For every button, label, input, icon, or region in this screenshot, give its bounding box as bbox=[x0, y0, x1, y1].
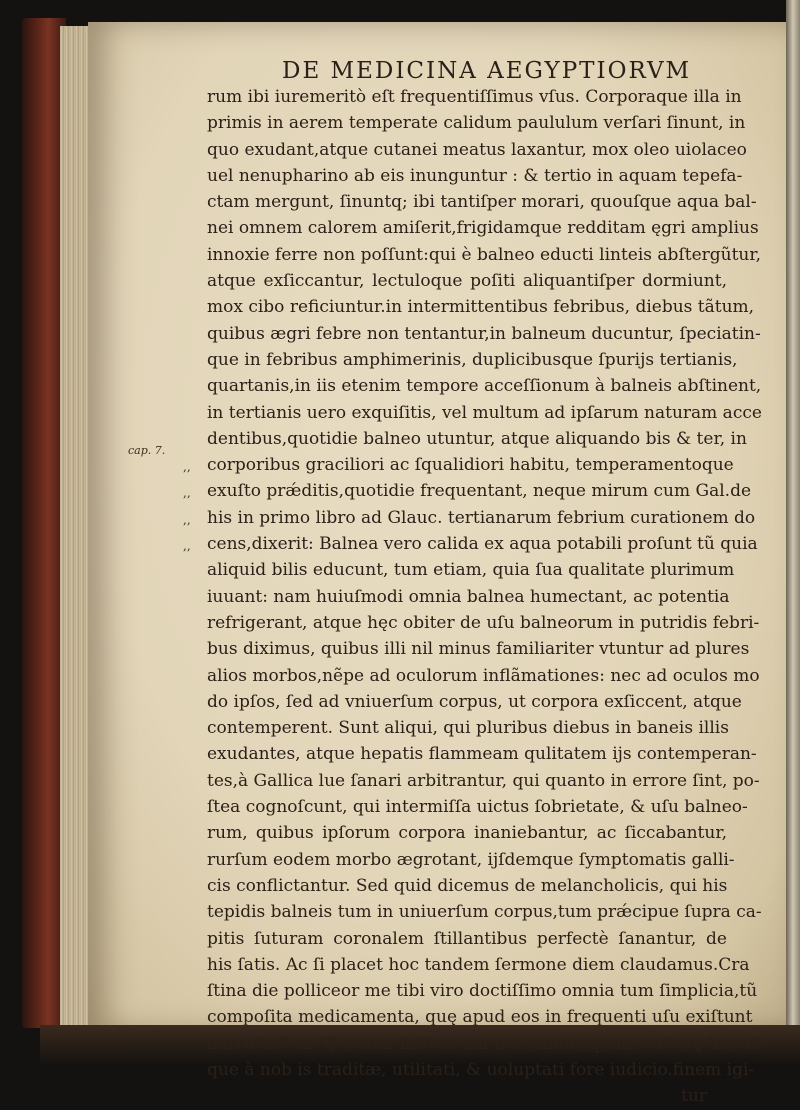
body-text bbox=[207, 84, 763, 1110]
quote-mark: ,, bbox=[183, 538, 191, 553]
text-line: primis in aerem temperate calidum paululum verſari ſinunt, in bbox=[207, 113, 746, 134]
marginal-note: cap. 7. bbox=[128, 444, 166, 457]
quotation-marks bbox=[183, 454, 191, 559]
text-line: alios morbos,nẽpe ad oculorum inflãmationes: nec ad oculos mo bbox=[207, 665, 760, 686]
text-line: refrigerant, atque hęc obiter de uſu balneorum in putridis febri- bbox=[207, 612, 760, 633]
text-line: tepidis balneis tum in uniuerſum corpus,tum prǽcipue ſupra ca- bbox=[207, 902, 762, 923]
text-line: pitis ſuturam coronalem ſtillantibus perfectè ſanantur, de bbox=[207, 928, 727, 949]
text-line: his in primo libro ad Glauc. tertianarum febrium curationem do bbox=[207, 507, 756, 528]
text-line: cens,dixerit: Balnea vero calida ex aqua potabili proſunt tũ quia bbox=[207, 534, 758, 555]
text-line: rum ibi iuremeritò eſt frequentiſſimus vſus. Corporaque illa in bbox=[207, 87, 742, 107]
text-line: quartanis,in iis etenim tempore acceſſionum à balneis abſtinent, bbox=[207, 376, 762, 397]
quote-mark: ,, bbox=[183, 512, 191, 527]
text-line: aliquid bilis educunt, tum etiam, quia ſua qualitate plurimum bbox=[207, 560, 735, 581]
text-line: mox cibo reficiuntur.in intermittentibus febribus, diebus tãtum, bbox=[207, 297, 755, 318]
text-line: rum, quibus ipſorum corpora inaniebantur, ac ſiccabantur, bbox=[207, 823, 727, 844]
text-line: ſtina die polliceor me tibi viro doctiſſimo omnia tum ſimplicia,tũ bbox=[207, 981, 758, 1002]
text-line: quo exudant,atque cutanei meatus laxantur, mox oleo uiolaceo bbox=[207, 139, 747, 160]
text-line: que à nob is traditæ, utilitati, & uoluptati fore iudicio.finem igi- bbox=[207, 1059, 755, 1080]
text-line: nei omnem calorem amiſerit,frigidamque redditam ęgri amplius bbox=[207, 218, 759, 239]
text-line: innoxie ferre non poſſunt:qui è balneo educti linteis abſtergũtur, bbox=[207, 244, 762, 265]
text-line: narraturũ m. Quorum hiſtoricam non minus,quàm cæterę hucuſ- bbox=[207, 1033, 763, 1054]
text-line: corporibus graciliori ac ſqualidiori habitu, temperamentoque bbox=[207, 455, 734, 476]
text-line: uel nenupharino ab eis inunguntur : & tertio in aquam tepefa- bbox=[207, 165, 743, 186]
text-line: cis conflictantur. Sed quid dicemus de melancholicis, qui his bbox=[207, 875, 728, 896]
text-line: compoſita medicamenta, quę apud eos in frequenti uſu exiſtunt bbox=[207, 1007, 753, 1028]
text-line: rurſum eodem morbo ægrotant, ijſdemque ſymptomatis galli- bbox=[207, 849, 735, 870]
running-header: DE MEDICINA AEGYPTIORVM bbox=[282, 58, 692, 84]
text-line: in tertianis uero exquiſitis, vel multum ad ipſarum naturam acce bbox=[207, 402, 762, 423]
text-line: contemperent. Sunt aliqui, qui pluribus diebus in baneis illis bbox=[207, 718, 729, 739]
text-line: dentibus,quotidie balneo utuntur, atque aliquando bis & ter, in bbox=[207, 428, 747, 449]
text-line: tes,à Gallica lue ſanari arbitrantur, qui quanto in errore ſint, po- bbox=[207, 770, 760, 791]
text-line: bus diximus, quibus illi nil minus familiariter vtuntur ad plures bbox=[207, 639, 750, 660]
text-line: exuſto prǽditis,quotidie frequentant, neque mirum cum Gal.de bbox=[207, 481, 752, 502]
quote-mark: ,, bbox=[183, 486, 191, 501]
catchword: tur bbox=[681, 1086, 707, 1107]
text-line: exudantes, atque hepatis flammeam qulitatem ijs contemperan- bbox=[207, 744, 757, 765]
text-line: atque exſiccantur, lectuloque poſiti aliquantiſper dormiunt, bbox=[207, 271, 727, 292]
quote-mark: ,, bbox=[183, 460, 191, 474]
text-line: ſtea cognoſcunt, qui intermiſſa uictus ſobrietate, & uſu balneo- bbox=[207, 797, 748, 818]
text-line: do ipſos, ſed ad vniuerſum corpus, ut corpora exſiccent, atque bbox=[207, 691, 742, 712]
text-line: quibus ægri febre non tentantur,in balneum ducuntur, ſpeciatin- bbox=[207, 323, 761, 344]
text-line: que in febribus amphimerinis, duplicibusque ſpurijs tertianis, bbox=[207, 349, 738, 370]
text-line: ctam mergunt, ſinuntq; ibi tantiſper morari, quouſque aqua bal- bbox=[207, 192, 757, 213]
text-line: his ſatis. Ac ſi placet hoc tandem ſermone diem claudamus.Cra bbox=[207, 954, 750, 975]
text-line: iuuant: nam huiuſmodi omnia balnea humectant, ac potentia bbox=[207, 586, 730, 607]
facing-page-edge bbox=[786, 0, 800, 1063]
